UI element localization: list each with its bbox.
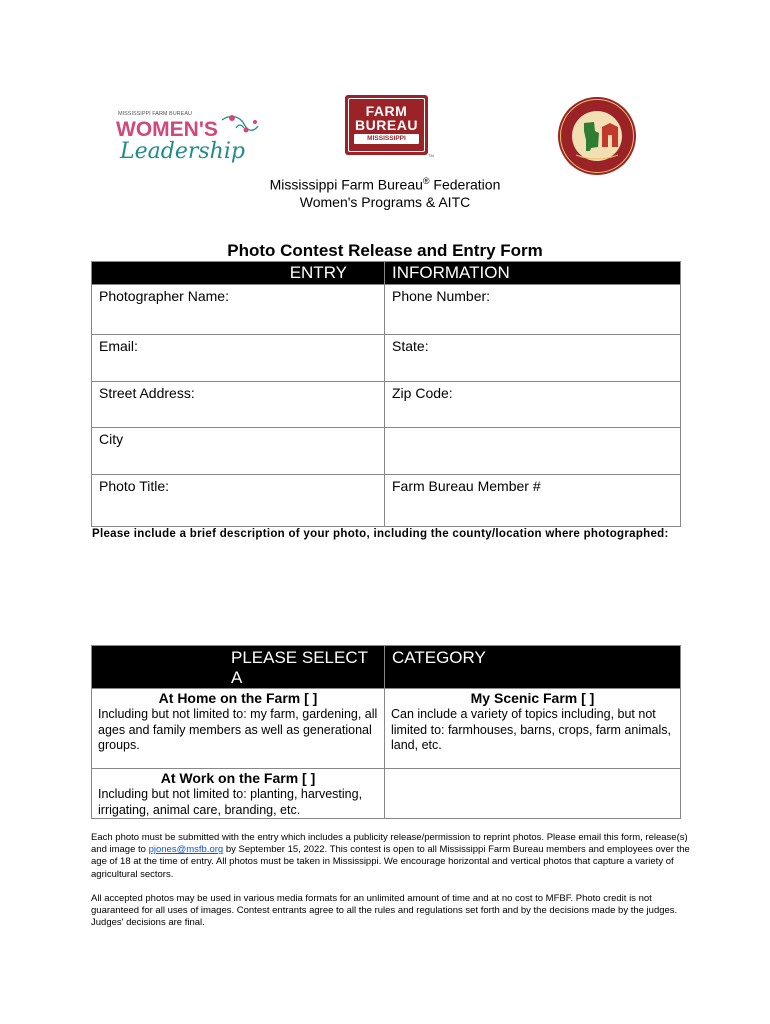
- entry-information-table: [91, 261, 681, 527]
- category-header-left: PLEASE SELECT A: [92, 646, 385, 689]
- organization-name: Mississippi Farm Bureau® Federation: [269, 176, 501, 193]
- svg-text:WOMEN'S: WOMEN'S: [116, 118, 218, 141]
- form-title: Photo Contest Release and Entry Form: [227, 241, 543, 260]
- city-field[interactable]: City: [92, 428, 385, 475]
- programs-line: Women's Programs & AITC: [299, 194, 471, 210]
- farm-bureau-logo: FARM BUREAU MISSISSIPPI: [345, 95, 428, 155]
- category-home-text: Including but not limited to: my farm, gardening, all ages and family members as well as generational groups.: [98, 707, 378, 752]
- contact-email-link[interactable]: pjones@msfb.org: [148, 844, 224, 856]
- category-home-option[interactable]: [92, 689, 385, 769]
- category-header-right: CATEGORY: [385, 646, 681, 689]
- category-table: [91, 645, 681, 819]
- trademark-mark: TM: [428, 153, 434, 158]
- entry-header-left: ENTRY: [92, 262, 385, 285]
- category-work-option[interactable]: [92, 769, 385, 819]
- member-number-field[interactable]: Farm Bureau Member #: [385, 475, 681, 527]
- category-scenic-option[interactable]: [385, 689, 681, 769]
- phone-number-field[interactable]: Phone Number:: [385, 285, 681, 335]
- street-address-field[interactable]: Street Address:: [92, 382, 385, 428]
- description-prompt: Please include a brief description of your photo, including the county/location where photographed:: [92, 528, 669, 540]
- svg-text:Leadership: Leadership: [120, 139, 245, 164]
- category-scenic-title: My Scenic Farm [ ]: [470, 690, 595, 706]
- category-scenic-text: Can include a variety of topics including, but not limited to: farmhouses, barns, crops, farm animals, land, etc.: [391, 707, 671, 752]
- blank-category-cell: [385, 769, 681, 819]
- submission-instructions: Each photo must be submitted with the entry which includes a publicity release/permission to reprint photos. Please email this form, release(s) and image to pjones@msfb.org by September 15, 2022. This contest is open to all Mississippi Farm Bureau members and employees over the age of 18 at the time of entry. All photos must be taken in Mississippi. We encourage horizontal and vertical photos that capture a variety of agricultural sectors.: [91, 832, 690, 880]
- category-work-title: At Work on the Farm [ ]: [160, 770, 316, 786]
- state-field[interactable]: State:: [385, 335, 681, 382]
- blank-cell: [385, 428, 681, 475]
- photographer-name-field[interactable]: Photographer Name:: [92, 285, 385, 335]
- womens-leadership-logo: [112, 106, 262, 168]
- ag-in-the-classroom-logo: [556, 95, 638, 177]
- zip-code-field[interactable]: Zip Code:: [385, 382, 681, 428]
- email-field[interactable]: Email:: [92, 335, 385, 382]
- entry-header-right: INFORMATION: [385, 262, 681, 285]
- category-home-title: At Home on the Farm [ ]: [158, 690, 318, 706]
- category-work-text: Including but not limited to: planting, harvesting, irrigating, animal care, branding, etc.: [98, 787, 363, 817]
- usage-rules: All accepted photos may be used in various media formats for an unlimited amount of time and at no cost to MFBF. Photo credit is not guaranteed for all uses of images. Contest entrants agree to all the rules and regulations set forth and by the decisions made by the judges. Judges' decisions are final.: [91, 893, 678, 929]
- svg-text:MISSISSIPPI FARM BUREAU: MISSISSIPPI FARM BUREAU: [118, 111, 192, 117]
- photo-title-field[interactable]: Photo Title:: [92, 475, 385, 527]
